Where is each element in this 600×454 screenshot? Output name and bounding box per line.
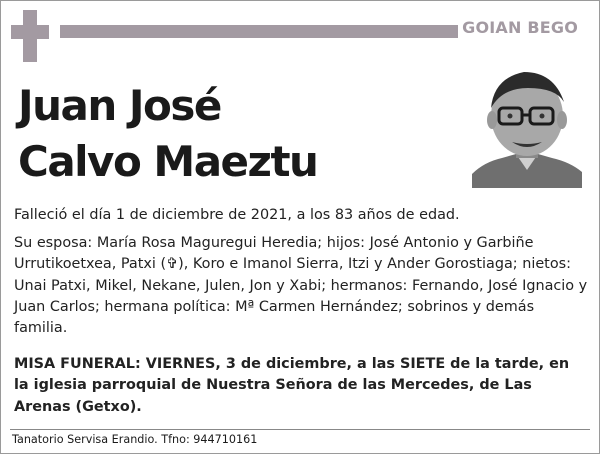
deceased-photo — [472, 58, 582, 188]
funeral-home-info: Tanatorio Servisa Erandio. Tfno: 944710161 — [12, 433, 258, 446]
family-list-part2: ), Koro e Imanol Sierra, Itzi y Ander Gorostiaga; nietos: Unai Patxi, Mikel, Nekane, Julen, Jon y Xabi; hermanos: Fernando, José Ignacio y Juan Carlos; hermana política: Mª Carmen Hernández; sobrinos y demás familia. — [14, 256, 588, 337]
funeral-details: MISA FUNERAL: VIERNES, 3 de diciembre, a las SIETE de la tarde, en la iglesia parroquial de Nuestra Señora de las Mercedes, de Las Arenas (Getxo). — [14, 356, 570, 415]
deceased-name — [18, 78, 317, 190]
cross-icon — [11, 10, 49, 62]
deceased-cross-icon: ✞ — [166, 256, 179, 273]
header-label: GOIAN BEGO — [462, 18, 578, 37]
deceased-name-line2: Calvo Maeztu — [18, 137, 318, 186]
death-notice: Falleció el día 1 de diciembre de 2021, a los 83 años de edad. — [14, 207, 460, 223]
family-list — [14, 233, 588, 339]
cross-horizontal-bar — [11, 25, 49, 39]
portrait-image — [472, 58, 582, 188]
header-divider-bar — [60, 25, 458, 38]
footer-divider — [10, 429, 590, 430]
family-list-part1: Su esposa: María Rosa Maguregui Heredia; hijos: José Antonio y Garbiñe Urrutikoetxea, Patxi ( — [14, 235, 534, 273]
deceased-name-line1: Juan José — [18, 81, 221, 130]
